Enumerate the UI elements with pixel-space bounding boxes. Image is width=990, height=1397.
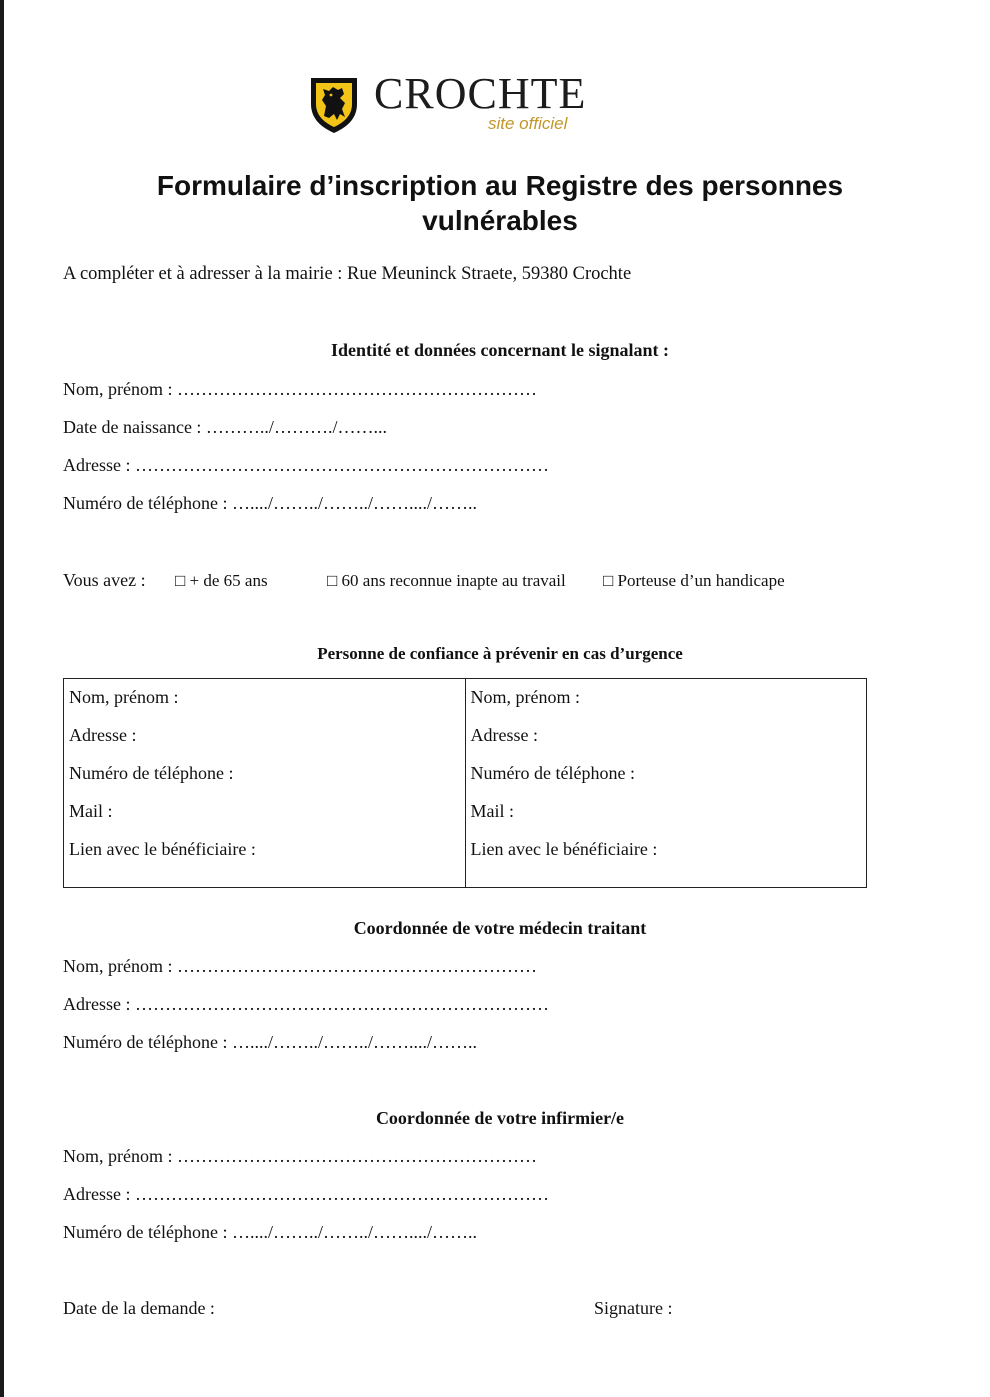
signalant-phone-field[interactable]: Numéro de téléphone : …..../……../……../……..../…….. [63, 493, 477, 513]
nurse-address-field[interactable]: Adresse : …………………………………………………………… [63, 1184, 549, 1204]
options-label: Vous avez : [63, 570, 146, 590]
trusted2-address-field[interactable]: Adresse : [470, 725, 538, 745]
trusted-person-2 [465, 679, 867, 888]
doctor-heading: Coordonnée de votre médecin traitant [353, 918, 647, 938]
request-date-field[interactable]: Date de la demande : [63, 1298, 215, 1318]
lion-shield-icon [309, 76, 359, 134]
option-over-65-checkbox[interactable]: □ + de 65 ans [175, 571, 268, 590]
trusted-person-heading: Personne de confiance à prévenir en cas d’urgence [317, 644, 683, 663]
option-60-unfit-checkbox[interactable]: □ 60 ans reconnue inapte au travail [327, 571, 566, 590]
signalant-birthdate-field[interactable]: Date de naissance : ………../………./……... [63, 417, 387, 437]
signature-field[interactable]: Signature : [594, 1298, 673, 1318]
doctor-address-field[interactable]: Adresse : …………………………………………………………… [63, 994, 549, 1014]
trusted-person-table [63, 678, 867, 888]
page-left-edge [0, 0, 4, 1397]
trusted1-name-field[interactable]: Nom, prénom : [69, 687, 179, 707]
signalant-address-field[interactable]: Adresse : …………………………………………………………… [63, 455, 549, 475]
trusted1-relation-field[interactable]: Lien avec le bénéficiaire : [69, 839, 256, 859]
nurse-name-field[interactable]: Nom, prénom : …………………………………………………… [63, 1146, 537, 1166]
signalant-heading: Identité et données concernant le signalant : [331, 340, 669, 360]
trusted2-name-field[interactable]: Nom, prénom : [470, 687, 580, 707]
signalant-name-field[interactable]: Nom, prénom : …………………………………………………… [63, 379, 537, 399]
trusted1-phone-field[interactable]: Numéro de téléphone : [69, 763, 234, 783]
trusted2-relation-field[interactable]: Lien avec le bénéficiaire : [470, 839, 658, 859]
nurse-phone-field[interactable]: Numéro de téléphone : …..../……../……../……..../…….. [63, 1222, 477, 1242]
trusted1-address-field[interactable]: Adresse : [69, 725, 137, 745]
trusted2-mail-field[interactable]: Mail : [470, 801, 514, 821]
trusted-person-1 [64, 679, 466, 888]
trusted2-phone-field[interactable]: Numéro de téléphone : [470, 763, 635, 783]
form-title: Formulaire d’inscription au Registre des personnes vulnérables [156, 170, 844, 236]
option-disability-checkbox[interactable]: □ Porteuse d’un handicape [603, 571, 785, 590]
trusted1-mail-field[interactable]: Mail : [69, 801, 113, 821]
nurse-heading: Coordonnée de votre infirmier/e [375, 1108, 625, 1128]
logo-subtitle: site officiel [488, 114, 568, 133]
logo-name: CROCHTE [374, 69, 587, 118]
intro-text: A compléter et à adresser à la mairie : Rue Meuninck Straete, 59380 Crochte [63, 264, 632, 284]
doctor-name-field[interactable]: Nom, prénom : …………………………………………………… [63, 956, 537, 976]
doctor-phone-field[interactable]: Numéro de téléphone : …..../……../……../……..../…….. [63, 1032, 477, 1052]
